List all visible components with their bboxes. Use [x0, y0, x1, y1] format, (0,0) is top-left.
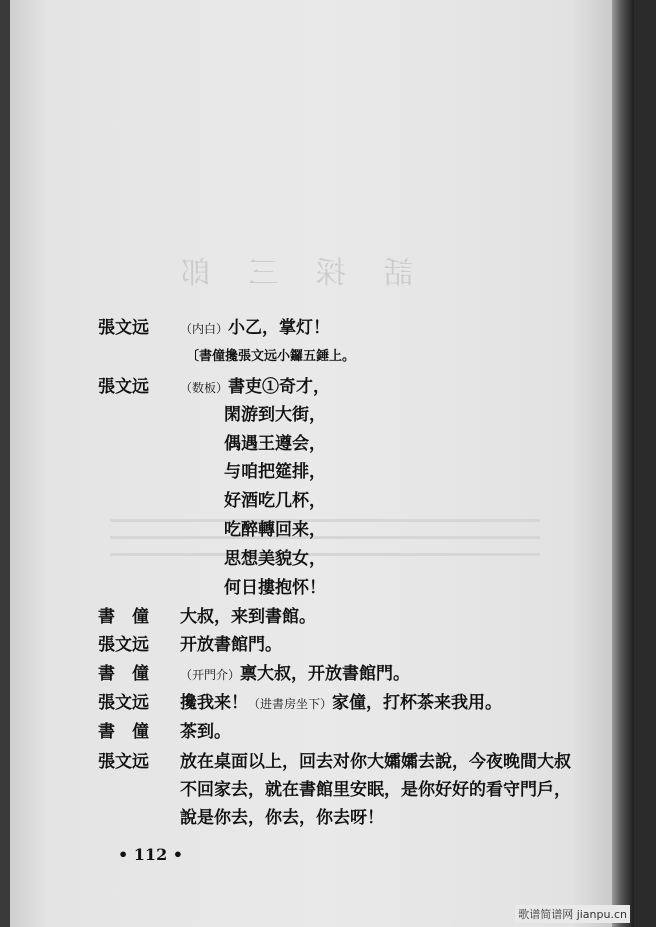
speech-text: （数板）書吏①奇才， [180, 377, 331, 397]
role-name: 書 僮 [98, 664, 149, 684]
site-watermark: 歌谱简谱网 jianpu.cn [515, 905, 630, 923]
stage-direction: （数板） [180, 381, 229, 395]
speech-text: （开門介）禀大叔，开放書館門。 [180, 664, 411, 684]
speech-text: 攙我来！（进書房坐下）家僮，打杯茶来我用。 [180, 693, 503, 713]
speech-text: 放在桌面以上，回去对你大孀孀去說，今夜晚間大叔 [180, 752, 571, 772]
speech-text: 开放書館門。 [180, 635, 282, 655]
role-name: 張文远 [98, 693, 149, 713]
role-name: 張文远 [98, 635, 149, 655]
speech-text: 大叔，来到書館。 [180, 607, 316, 627]
speech-text: 茶到。 [180, 722, 231, 742]
scan-left-edge [0, 0, 10, 927]
book-page: 話 採 三 郎 張文远 （内白）小乙，掌灯！ 〔書僮攙張文远小鑼五錘上。 張文远 （数板）書吏①奇才， 閑游到大街， 偶遇王遵会， 与咱把筵排， 好酒吃几杯， 吃醉轉回来， 思想美貌女， 何日摟抱怀！ 書 僮 大叔，来到書館。 張文远 开放書館門。 書 僮 （开門介）禀大叔，开放書館門。 張文远 攙我来！（进書房坐下）家僮，打杯茶来我用。 書 僮 茶到。 張文远 放在桌面以上，回去对你大孀孀去說，今夜晚間大叔 不回家去，就在書館里安眠，是你好好的看守門戶， 說是你去，你去，你去呀！ • 112 • [10, 0, 634, 927]
book-spine-shadow [612, 0, 634, 927]
bleed-through-title: 話 採 三 郎 [166, 256, 414, 291]
role-name: 張文远 [98, 318, 149, 338]
stage-direction: （内白） [180, 322, 229, 336]
stage-direction: （开門介） [180, 668, 241, 682]
role-name: 書 僮 [98, 607, 149, 627]
stage-direction: 〔書僮攙張文远小鑼五錘上。 [186, 349, 356, 364]
page-number: • 112 • [118, 845, 183, 864]
role-name: 書 僮 [98, 722, 149, 742]
role-name: 張文远 [98, 377, 149, 397]
role-name: 張文远 [98, 752, 149, 772]
speech-text: （内白）小乙，掌灯！ [180, 318, 331, 338]
stage-direction: （进書房坐下） [248, 697, 333, 711]
